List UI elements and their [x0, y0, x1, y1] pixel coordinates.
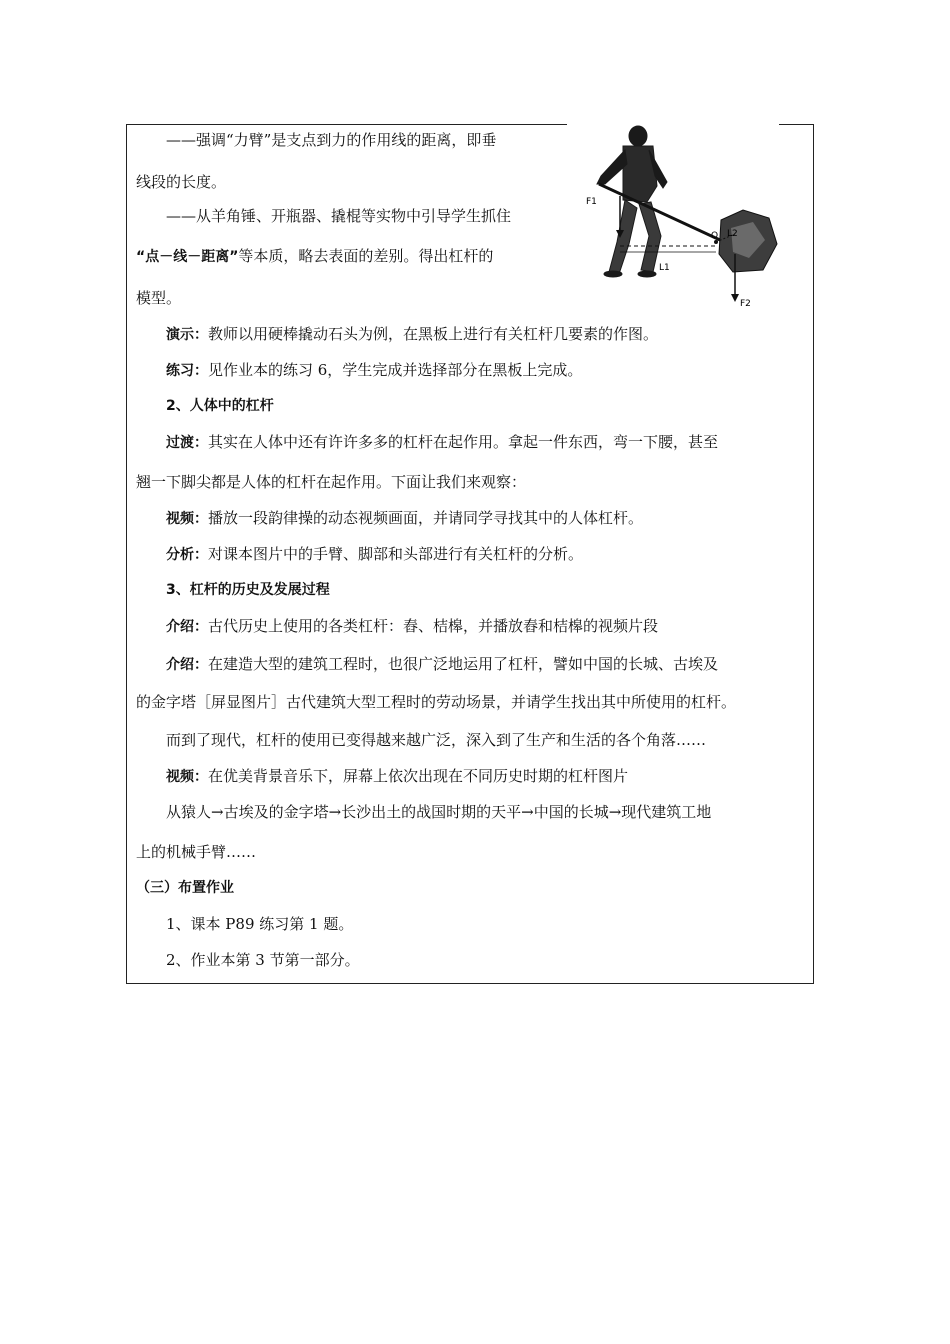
heading-homework: （三）布置作业: [136, 880, 234, 896]
intro2-label: 介绍：: [166, 657, 208, 673]
para-model-line3: 模型。: [136, 289, 182, 307]
f2-arrowhead: [731, 294, 739, 302]
lever-figure: [583, 124, 783, 314]
para-transition-line2: 翘一下脚尖都是人体的杠杆在起作用。下面让我们来观察：: [136, 473, 527, 491]
analysis-text: 对课本图片中的手臂、脚部和头部进行有关杠杆的分析。: [208, 545, 584, 563]
exercise-label: 练习：: [166, 363, 208, 379]
label-f1: F1: [586, 197, 597, 207]
heading-lever-history: 3、杠杆的历史及发展过程: [166, 582, 330, 598]
intro1-text: 古代历史上使用的各类杠杆：舂、桔槔，并播放舂和桔槔的视频片段: [208, 617, 659, 635]
para-intro2-line2: 的金字塔［屏显图片］古代建筑大型工程时的劳动场景，并请学生找出其中所使用的杠杆。: [136, 693, 737, 711]
heading-body-levers: 2、人体中的杠杆: [166, 398, 274, 414]
homework-item-2: 2、作业本第 3 节第一部分。: [166, 951, 360, 969]
para-force-arm-line1: ——强调“力臂”是支点到力的作用线的距离，即垂: [166, 131, 497, 149]
label-l1: L1: [659, 263, 670, 273]
para-model-line2: [136, 246, 493, 267]
para-modern: 而到了现代，杠杆的使用已变得越来越广泛，深入到了生产和生活的各个角落……: [166, 731, 707, 749]
transition-text: 其实在人体中还有许许多多的杠杆在起作用。拿起一件东西，弯一下腰，甚至: [208, 433, 719, 451]
demo-text: 教师以用硬棒撬动石头为例，在黑板上进行有关杠杆几要素的作图。: [208, 325, 659, 343]
intro2-text: 在建造大型的建筑工程时，也很广泛地运用了杠杆，譬如中国的长城、古埃及: [208, 655, 719, 673]
para-analysis: [166, 544, 583, 565]
exercise-text: 见作业本的练习 6，学生完成并选择部分在黑板上完成。: [208, 361, 583, 379]
para-sequence-line1: 从猿人→古埃及的金字塔→长沙出土的战国时期的天平→中国的长城→现代建筑工地: [166, 803, 712, 821]
video2-text: 在优美背景音乐下，屏幕上依次出现在不同历史时期的杠杆图片: [208, 767, 629, 785]
para-exercise: [166, 360, 582, 381]
transition-label: 过渡：: [166, 435, 208, 451]
para-intro1: [166, 616, 658, 637]
video1-label: 视频：: [166, 511, 208, 527]
para-transition: [166, 432, 718, 453]
para-sequence-line2: 上的机械手臂……: [136, 843, 257, 861]
para-model-line1: ——从羊角锤、开瓶器、撬棍等实物中引导学生抓住: [166, 207, 512, 225]
label-o: O: [711, 231, 719, 241]
analysis-label: 分析：: [166, 547, 208, 563]
para-model-line2-rest: 等本质，略去表面的差别。得出杠杆的: [238, 247, 494, 265]
homework-item-1: 1、课本 P89 练习第 1 题。: [166, 915, 354, 933]
para-intro2: [166, 654, 718, 675]
key-concept: “点－线－距离”: [136, 249, 239, 265]
video2-label: 视频：: [166, 769, 208, 785]
label-l2: L2: [727, 229, 738, 239]
video1-text: 播放一段韵律操的动态视频画面，并请同学寻找其中的人体杠杆。: [208, 509, 644, 527]
demo-label: 演示：: [166, 327, 208, 343]
para-video2: [166, 766, 628, 787]
para-force-arm-line2: 线段的长度。: [136, 173, 227, 191]
intro1-label: 介绍：: [166, 619, 208, 635]
worker-silhouette: [597, 126, 667, 277]
para-video1: [166, 508, 643, 529]
label-f2: F2: [740, 299, 751, 309]
para-demo: [166, 324, 658, 345]
